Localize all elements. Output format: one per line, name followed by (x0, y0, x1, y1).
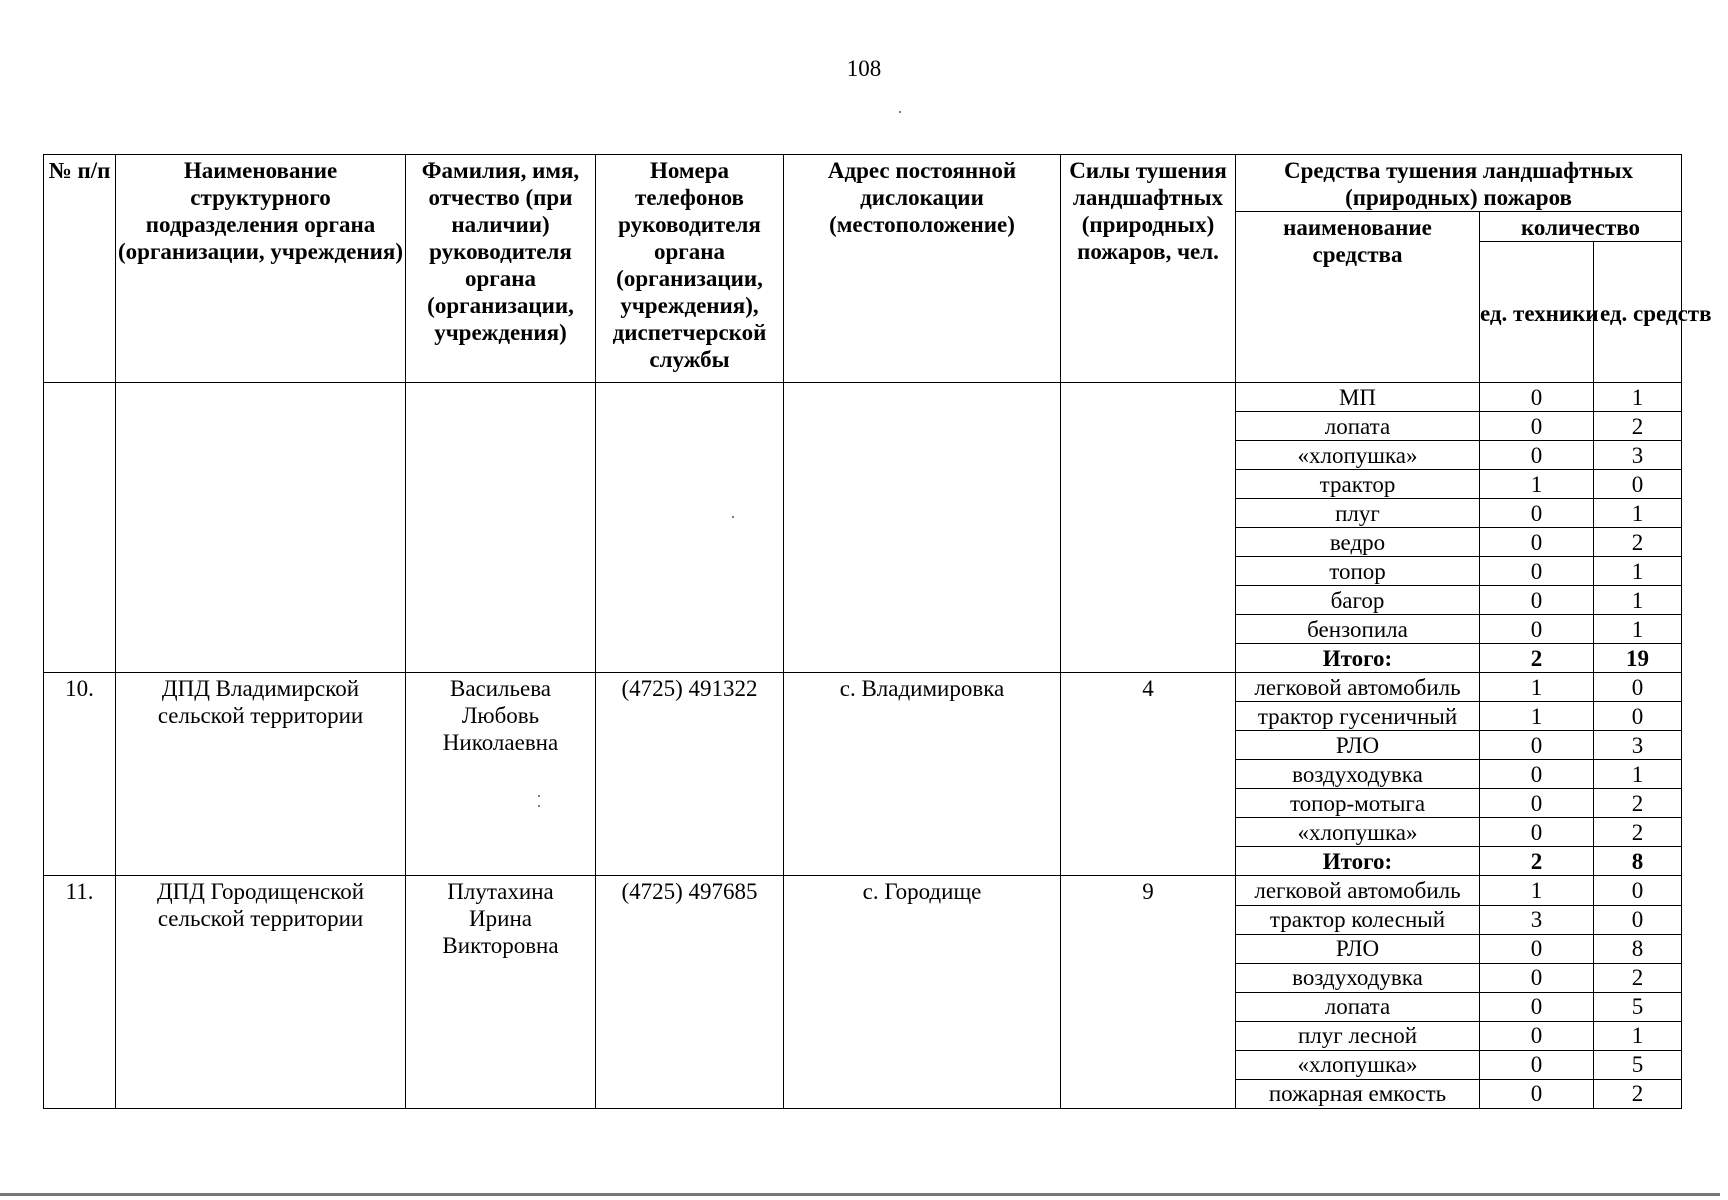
means-name-cell: топор (1236, 557, 1480, 586)
header-forces: Силы тушения ландшафтных (природных) пожаров, чел. (1061, 155, 1236, 383)
total-tech-cell: 2 (1480, 644, 1594, 673)
qty-tech-cell: 0 (1480, 1021, 1594, 1050)
means-name-cell: РЛО (1236, 731, 1480, 760)
means-name-cell: «хлопушка» (1236, 1050, 1480, 1079)
forces-cell: 9 (1061, 876, 1236, 1109)
means-name-cell: «хлопушка» (1236, 441, 1480, 470)
address-cell: с. Владимировка (784, 673, 1061, 876)
means-name-cell: трактор гусеничный (1236, 702, 1480, 731)
means-name-cell: воздуходувка (1236, 963, 1480, 992)
means-name-cell: РЛО (1236, 934, 1480, 963)
header-row (44, 155, 1682, 212)
qty-means-cell: 0 (1594, 876, 1682, 905)
head-name-cell: Васильева Любовь Николаевна (406, 673, 596, 876)
qty-tech-cell: 0 (1480, 1079, 1594, 1108)
qty-means-cell: 1 (1594, 383, 1682, 412)
header-unit: Наименование структурного подразделения органа (организации, учреждения) (116, 155, 406, 383)
means-name-cell: лопата (1236, 992, 1480, 1021)
means-name-cell: бензопила (1236, 615, 1480, 644)
scan-speck (899, 111, 901, 113)
header-qty-means: ед. средств (1594, 242, 1682, 383)
means-name-cell: плуг (1236, 499, 1480, 528)
qty-means-cell: 3 (1594, 441, 1682, 470)
qty-tech-cell: 0 (1480, 789, 1594, 818)
qty-means-cell: 2 (1594, 963, 1682, 992)
qty-tech-cell: 0 (1480, 615, 1594, 644)
qty-means-cell: 0 (1594, 905, 1682, 934)
means-name-cell: легковой автомобиль (1236, 876, 1480, 905)
empty-cell-num (44, 383, 116, 673)
qty-tech-cell: 0 (1480, 412, 1594, 441)
qty-means-cell: 1 (1594, 760, 1682, 789)
qty-means-cell: 2 (1594, 818, 1682, 847)
means-name-cell: воздуходувка (1236, 760, 1480, 789)
qty-tech-cell: 3 (1480, 905, 1594, 934)
phone-cell: (4725) 491322 (596, 673, 784, 876)
means-name-cell: пожарная емкость (1236, 1079, 1480, 1108)
header-quantity: количество (1480, 212, 1682, 242)
qty-tech-cell: 0 (1480, 557, 1594, 586)
table-row (44, 673, 1682, 702)
page-bottom-rule (0, 1193, 1720, 1196)
qty-means-cell: 2 (1594, 412, 1682, 441)
qty-tech-cell: 0 (1480, 383, 1594, 412)
address-cell: с. Городище (784, 876, 1061, 1109)
qty-means-cell: 1 (1594, 499, 1682, 528)
qty-means-cell: 2 (1594, 1079, 1682, 1108)
header-phones: Номера телефонов руководителя органа (организации, учреждения), диспетчерской службы (596, 155, 784, 383)
empty-cell-phone (596, 383, 784, 673)
qty-tech-cell: 0 (1480, 760, 1594, 789)
empty-cell-unit (116, 383, 406, 673)
qty-tech-cell: 0 (1480, 441, 1594, 470)
means-name-cell: трактор (1236, 470, 1480, 499)
qty-tech-cell: 0 (1480, 963, 1594, 992)
qty-tech-cell: 0 (1480, 992, 1594, 1021)
unit-name-cell: ДПД Городищенской сельской территории (116, 876, 406, 1109)
page-number: 108 (846, 56, 882, 81)
qty-means-cell: 1 (1594, 615, 1682, 644)
means-name-cell: легковой автомобиль (1236, 673, 1480, 702)
empty-cell-address (784, 383, 1061, 673)
qty-tech-cell: 0 (1480, 934, 1594, 963)
qty-means-cell: 5 (1594, 1050, 1682, 1079)
qty-means-cell: 3 (1594, 731, 1682, 760)
qty-tech-cell: 0 (1480, 586, 1594, 615)
empty-cell-forces (1061, 383, 1236, 673)
qty-means-cell: 8 (1594, 934, 1682, 963)
header-means: Средства тушения ландшафтных (природных) пожаров (1236, 155, 1682, 212)
qty-means-cell: 5 (1594, 992, 1682, 1021)
empty-cell-head (406, 383, 596, 673)
qty-tech-cell: 0 (1480, 528, 1594, 557)
total-tech-cell: 2 (1480, 847, 1594, 876)
header-address: Адрес постоянной дислокации (местоположение) (784, 155, 1061, 383)
qty-tech-cell: 0 (1480, 499, 1594, 528)
unit-name-cell: ДПД Владимирской сельской территории (116, 673, 406, 876)
qty-tech-cell: 0 (1480, 818, 1594, 847)
means-name-cell: «хлопушка» (1236, 818, 1480, 847)
qty-means-cell: 0 (1594, 673, 1682, 702)
total-means-cell: 8 (1594, 847, 1682, 876)
row-num-cell: 11. (44, 876, 116, 1109)
total-label-cell: Итого: (1236, 644, 1480, 673)
row-num-cell: 10. (44, 673, 116, 876)
means-name-cell: лопата (1236, 412, 1480, 441)
qty-tech-cell: 0 (1480, 1050, 1594, 1079)
qty-means-cell: 1 (1594, 586, 1682, 615)
qty-tech-cell: 0 (1480, 731, 1594, 760)
means-name-cell: трактор колесный (1236, 905, 1480, 934)
means-name-cell: ведро (1236, 528, 1480, 557)
head-name-cell: Плутахина Ирина Викторовна (406, 876, 596, 1109)
qty-tech-cell: 1 (1480, 876, 1594, 905)
qty-means-cell: 0 (1594, 470, 1682, 499)
total-means-cell: 19 (1594, 644, 1682, 673)
qty-tech-cell: 1 (1480, 702, 1594, 731)
qty-means-cell: 1 (1594, 557, 1682, 586)
qty-tech-cell: 1 (1480, 470, 1594, 499)
means-name-cell: топор-мотыга (1236, 789, 1480, 818)
means-name-cell: плуг лесной (1236, 1021, 1480, 1050)
means-name-cell: багор (1236, 586, 1480, 615)
qty-means-cell: 0 (1594, 702, 1682, 731)
total-label-cell: Итого: (1236, 847, 1480, 876)
header-num: № п/п (44, 155, 116, 383)
table-row (44, 876, 1682, 905)
qty-means-cell: 1 (1594, 1021, 1682, 1050)
phone-cell: (4725) 497685 (596, 876, 784, 1109)
qty-tech-cell: 1 (1480, 673, 1594, 702)
header-qty-tech: ед. техники (1480, 242, 1594, 383)
header-means-name: наименование средства (1236, 212, 1480, 383)
qty-means-cell: 2 (1594, 789, 1682, 818)
forces-cell: 4 (1061, 673, 1236, 876)
header-head-name: Фамилия, имя, отчество (при наличии) руководителя органа (организации, учреждения) (406, 155, 596, 383)
qty-means-cell: 2 (1594, 528, 1682, 557)
table-row (44, 383, 1682, 412)
fire-means-table (43, 154, 1712, 1109)
means-name-cell: МП (1236, 383, 1480, 412)
